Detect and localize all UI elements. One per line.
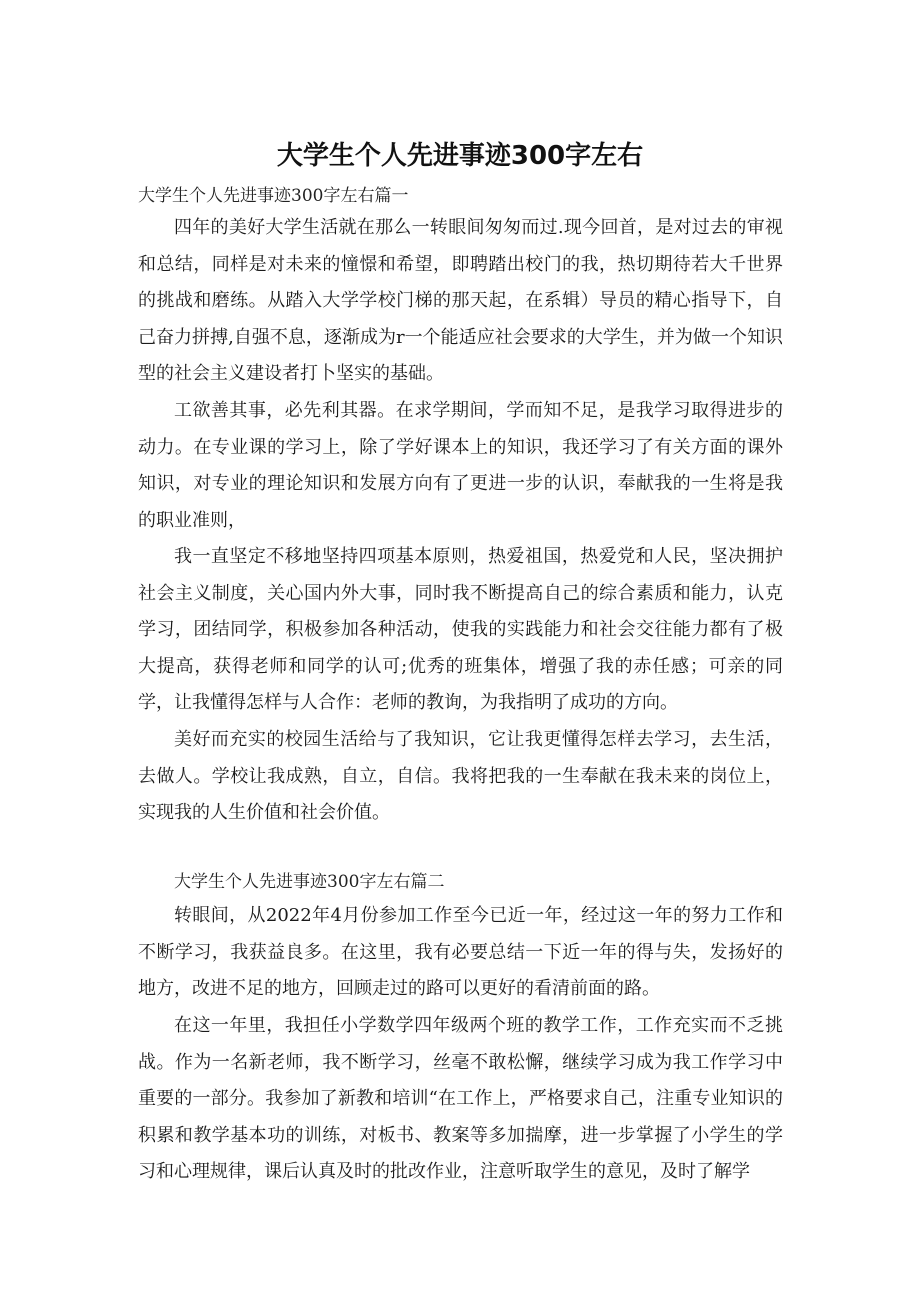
- section-heading-1: 大学生个人先进事迹300字左右篇一: [138, 186, 409, 206]
- paragraph-1-1: 四年的美好大学生活就在那么一转眼间匆匆而过.现今回首，是对过去的审视和总结，同样是对未来的憧憬和希望，即聘踏出校门的我，热切期待若大千世界的挑战和磨练。从踏入大学学校门梯的那天起，在系辑）导员的精心指导下，自己奋力拼搏,自强不息，逐渐成为r一个能适应社会要求的大学生，并为做一个知识型的社会主义建设者打卜坚实的基础。: [138, 217, 783, 385]
- paragraph-2-1: 转眼间，从2022年4月份参加工作至今已近一年，经过这一年的努力工作和不断学习，我获益良多。在这里，我有必要总结一下近一年的得与失，发扬好的地方，改进不足的地方，回顾走过的路可以更好的看清前面的路。: [138, 905, 783, 1000]
- document-title: 大学生个人先进事迹300字左右: [276, 141, 644, 171]
- paragraph-1-4: 美好而充实的校园生活给与了我知识，它让我更懂得怎样去学习，去生活，去做人。学校让我成熟，自立，自信。我将把我的一生奉献在我未来的岗位上，实现我的人生价值和社会价值。: [138, 729, 783, 824]
- paragraph-1-2: 工欲善其事，必先利其器。在求学期间，学而知不足，是我学习取得进步的动力。在专业课的学习上，除了学好课本上的知识，我还学习了有关方面的课外知识，对专业的理论知识和发展方向有了更进一步的认识，奉献我的一生将是我的职业准则，: [138, 400, 783, 531]
- section-heading-2: 大学生个人先进事迹300字左右篇二: [174, 872, 445, 892]
- paragraph-1-3: 我一直坚定不移地坚持四项基本原则，热爱祖国，热爱党和人民，坚决拥护社会主义制度，关心国内外大事，同时我不断提高自己的综合素质和能力，认克学习，团结同学，积极参加各种活动，使我的实践能力和社会交往能力都有了极大提高，获得老师和同学的认可;优秀的班集体，增强了我的赤任感；可亲的同学，让我懂得怎样与人合作：老师的教询，为我指明了成功的方向。: [138, 546, 783, 714]
- paragraph-2-2: 在这一年里，我担任小学数学四年级两个班的教学工作，工作充实而不乏挑战。作为一名新老师，我不断学习，丝毫不敢松懈，继续学习成为我工作学习中重要的一部分。我参加了新教和培训“在工作上，严格要求自己，注重专业知识的积累和教学基本功的训练，对板书、教案等多加揣摩，进一步掌握了小学生的学习和心理规律，课后认真及时的批改作业，注意听取学生的意见，及时了解学: [138, 1015, 783, 1183]
